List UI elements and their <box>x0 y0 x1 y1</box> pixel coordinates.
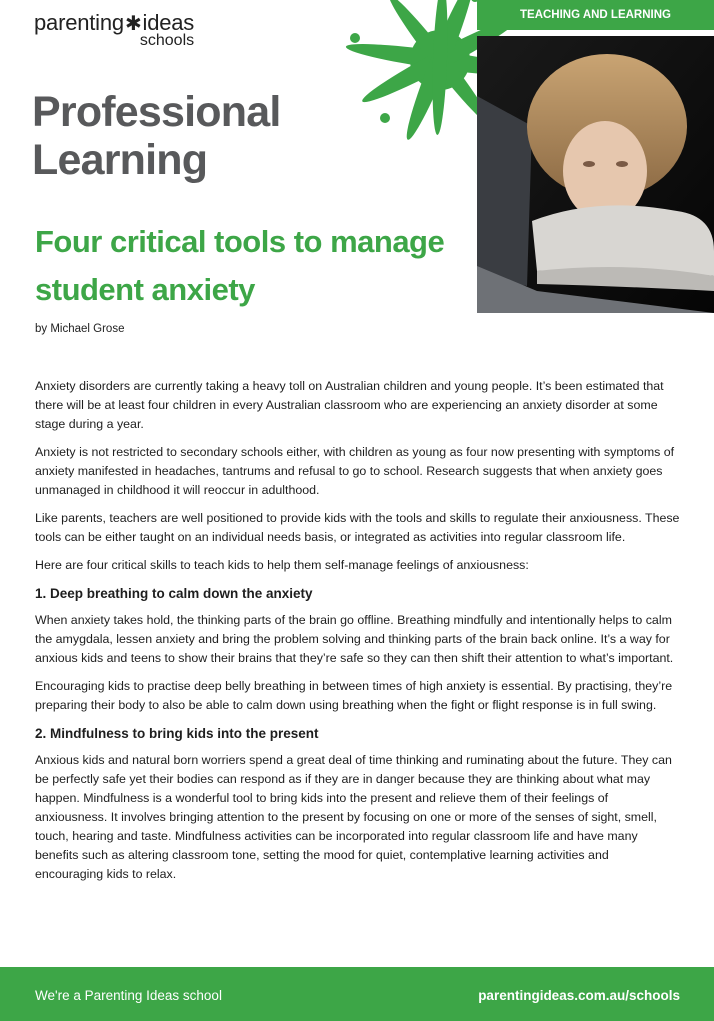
logo-text-ideas: ideas <box>142 10 195 35</box>
paragraph: Anxious kids and natural born worriers spend a great deal of time thinking and ruminating about the future. They can be perfectly safe yet their bodies can respond as if they are in danger because they are thinking about what may happen. Mindfulness is a wonderful tool to bring kids into the present and relieve them of their feelings of anxiousness. It involves bringing attention to the present by focusing on one or more of the senses of sight, smell, touch, hearing and taste. Mindfulness activities can be incorporated into regular classroom life and have many benefits such as altering classroom tone, setting the mood for quiet, contemplative learning activities and encouraging kids to relax. <box>35 753 672 881</box>
paragraph: Here are four critical skills to teach kids to help them self-manage feelings of anxiousness: <box>35 558 529 572</box>
student-photo <box>477 36 714 313</box>
brand-logo <box>34 10 194 50</box>
page-title <box>32 88 280 184</box>
paragraph: Like parents, teachers are well positioned to provide kids with the tools and skills to regulate their anxiousness. These tools can be either taught on an individual needs basis, or integrated as activities into regular classroom life. <box>35 511 680 544</box>
footer-bar <box>0 967 714 1021</box>
logo-text-parenting: parenting <box>34 10 124 35</box>
page-title-line-2: Learning <box>32 136 208 184</box>
category-label: TEACHING AND LEARNING <box>477 0 714 30</box>
paragraph: Anxiety disorders are currently taking a heavy toll on Australian children and young people. It’s been estimated that there will be at least four children in every Australian classroom who are experiencing an anxiety disorder at some stage during a year. <box>35 379 664 431</box>
paragraph: When anxiety takes hold, the thinking parts of the brain go offline. Breathing mindfully and intentionally helps to calm the amygdala, lessen anxiety and bring the problem solving and thinking parts of the brain back online. It’s a way for anxious kids and teens to show their brains that they’re safe so they can then shift their attention to what’s important. <box>35 613 674 665</box>
logo-text-schools: schools <box>139 32 195 49</box>
page-title-line-1: Professional <box>32 88 281 136</box>
article-title <box>35 218 465 314</box>
footer-tagline: We're a Parenting Ideas school <box>35 988 222 1003</box>
article-body <box>35 377 680 893</box>
footer-website-link[interactable]: parentingideas.com.au/schools <box>478 988 680 1003</box>
byline: by Michael Grose <box>35 323 125 335</box>
asterisk-icon: ✱ <box>124 13 142 35</box>
section-heading: 1. Deep breathing to calm down the anxiety <box>35 586 313 601</box>
article-title-line-2: student anxiety <box>35 272 255 307</box>
article-title-line-1: Four critical tools to manage <box>35 224 445 259</box>
section-heading: 2. Mindfulness to bring kids into the present <box>35 726 319 741</box>
paragraph: Anxiety is not restricted to secondary schools either, with children as young as four now presenting with symptoms of anxiety manifested in headaches, tantrums and refusal to go to school. Research suggests that when anxiety goes unmanaged in childhood it will reoccur in adulthood. <box>35 445 675 497</box>
paragraph: Encouraging kids to practise deep belly breathing in between times of high anxiety is essential. By practising, they’re preparing their body to also be able to calm down using breathing when the fight or flight response is in full swing. <box>35 679 673 712</box>
